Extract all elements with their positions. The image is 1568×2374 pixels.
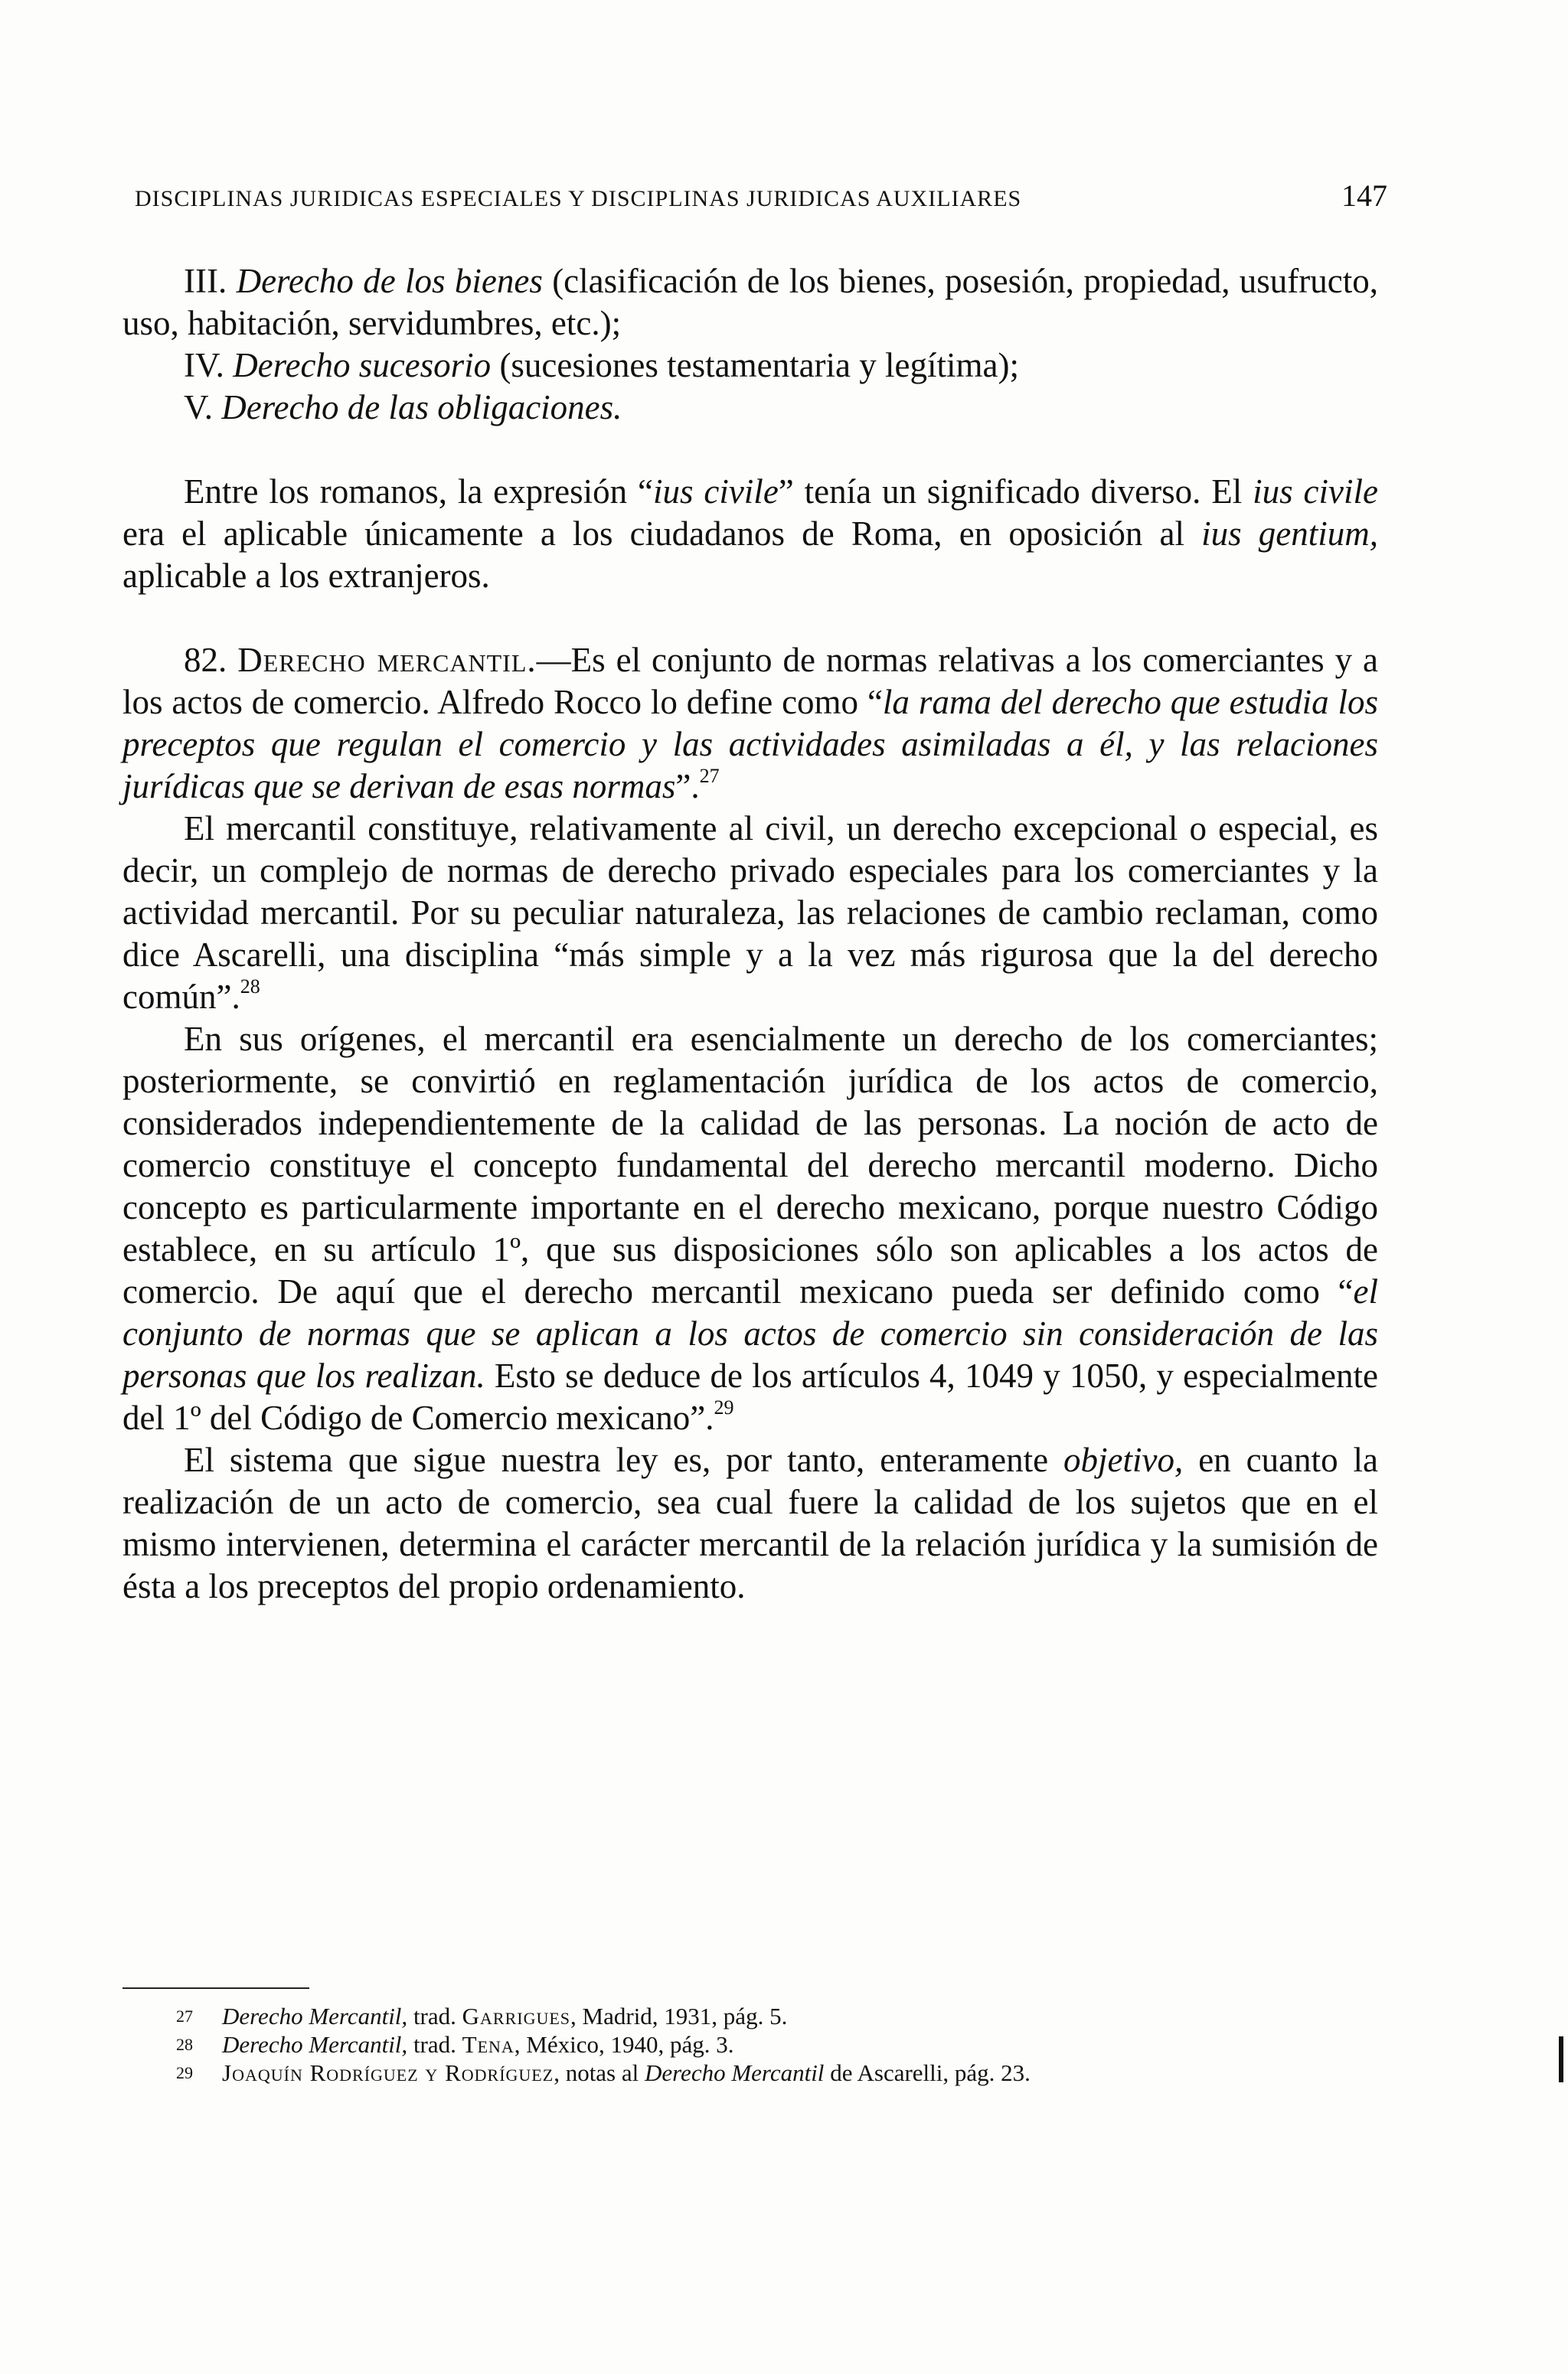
footnote-number: 29 bbox=[176, 2063, 193, 2082]
text-run: en cuanto la realización de un acto de comercio, sea cual fuere la calidad de los sujetos que en el mismo intervienen, determina el carácter mercantil de la relación jurídica y la sumisión de ésta a los preceptos del propio ordenamiento. bbox=[122, 1441, 1378, 1605]
rocco-quote: la rama del derecho que estudia los preceptos que regulan el comercio y las actividades asimiladas a él, y las relaciones jurídicas que se derivan de esas normas bbox=[122, 683, 1378, 805]
definition-quote: el conjunto de normas que se aplican a los actos de comercio sin consideración de las personas que los realizan. bbox=[122, 1272, 1378, 1395]
text-run: era el aplicable únicamente a los ciudadanos de Roma, en oposición al bbox=[122, 514, 1202, 553]
text-run: En sus orígenes, el mercantil era esencialmente un derecho de los comerciantes; posteriormente, se convirtió en reglamentación jurídica de los actos de comercio, considerados independientemente de la calidad de las personas. La noción de acto de comercio constituye el concepto fundamental del derecho mercantil moderno. Dicho concepto es particularmente importante en el derecho mexicano, porque nuestro Código establece, en su artículo 1º, que sus disposiciones sólo son aplicables a los actos de comercio. De aquí que el derecho mercantil mexicano pueda ser definido como “ bbox=[122, 1020, 1378, 1311]
text-run: aplicable a los extranjeros. bbox=[122, 557, 490, 595]
item-title: Derecho de las obligaciones. bbox=[221, 388, 622, 426]
text-run: , México, 1940, pág. 3. bbox=[514, 2031, 734, 2058]
paragraph-sistema bbox=[122, 1439, 1378, 1608]
text-run: El mercantil constituye, relativamente al civil, un derecho excepcional o especial, es decir, un complejo de normas de derecho privado especiales para los comerciantes y la actividad mercantil. Por su peculiar naturaleza, las relaciones de cambio reclaman, como dice Ascarelli, una disciplina “más simple y a la vez más rigurosa que la del derecho común”. bbox=[122, 809, 1378, 1016]
footnote-author: Joaquín Rodríguez y Rodríguez bbox=[222, 2059, 554, 2086]
footnote-author: Garrigues bbox=[462, 2003, 571, 2029]
page-header bbox=[135, 178, 1387, 217]
text-run: ”. bbox=[675, 767, 700, 805]
text-run: Entre los romanos, la expresión “ bbox=[184, 472, 653, 511]
list-item bbox=[122, 345, 1378, 387]
section-heading: Derecho mercantil. bbox=[237, 641, 537, 679]
footnote-author: Tena bbox=[462, 2031, 514, 2058]
footnote-28 bbox=[122, 2030, 1393, 2059]
item-text: (clasificación de los bienes, posesión, propiedad, usufructo, uso, habitación, servidumbres, etc.); bbox=[122, 262, 1378, 342]
section-number: 82. bbox=[184, 641, 227, 679]
emphasis: objetivo, bbox=[1063, 1441, 1184, 1479]
running-head: DISCIPLINAS JURIDICAS ESPECIALES Y DISCIPLINAS JURIDICAS AUXILIARES bbox=[135, 186, 1022, 211]
text-run: de Ascarelli, pág. 23. bbox=[824, 2059, 1031, 2086]
footnote-29 bbox=[122, 2059, 1393, 2087]
footnote-title: Derecho Mercantil, bbox=[222, 2003, 408, 2029]
paragraph-romans bbox=[122, 471, 1378, 597]
text-run: ” tenía un significado diverso. El bbox=[778, 472, 1253, 511]
footnote-ref-28: 28 bbox=[240, 975, 260, 998]
item-title: Derecho sucesorio bbox=[233, 346, 492, 384]
footnote-ref-27: 27 bbox=[699, 765, 720, 787]
page-number: 147 bbox=[1341, 178, 1387, 213]
footnote-number: 28 bbox=[176, 2035, 193, 2054]
text-run: trad. bbox=[407, 2031, 462, 2058]
text-run: , Madrid, 1931, pág. 5. bbox=[570, 2003, 788, 2029]
text-run: —Es el conjunto de normas relativas a los comerciantes y a los actos de comercio. Alfredo Rocco lo define como “ bbox=[122, 641, 1379, 721]
list-item bbox=[122, 387, 1378, 429]
item-text: (sucesiones testamentaria y legítima); bbox=[491, 346, 1019, 384]
footnote-ref-29: 29 bbox=[714, 1396, 734, 1419]
footnote-text bbox=[222, 2059, 1393, 2087]
footnote-divider bbox=[122, 1987, 309, 1989]
text-run: trad. bbox=[407, 2003, 462, 2029]
page-body bbox=[122, 260, 1378, 1608]
item-title: Derecho de los bienes bbox=[236, 262, 543, 300]
paragraph-excepcional bbox=[122, 808, 1378, 1018]
text-run: , notas al bbox=[554, 2059, 645, 2086]
item-number: III. bbox=[184, 262, 227, 300]
latin-term: ius civile bbox=[1253, 472, 1378, 511]
footnote-title: Derecho Mercantil, bbox=[222, 2031, 408, 2058]
footnote-27 bbox=[122, 2002, 1393, 2030]
text-run: El sistema que sigue nuestra ley es, por tanto, enteramente bbox=[184, 1441, 1064, 1479]
scan-edge-mark bbox=[1559, 2036, 1563, 2082]
footnote-text bbox=[222, 2030, 1393, 2059]
section-82-paragraph bbox=[122, 639, 1378, 808]
text-run: Esto se deduce de los artículos 4, 1049 y 1050, y especialmente del 1º del Código de Comercio mexicano”. bbox=[122, 1357, 1378, 1437]
footnotes bbox=[122, 2002, 1393, 2087]
item-number: V. bbox=[184, 388, 213, 426]
list-item bbox=[122, 260, 1378, 345]
item-number: IV. bbox=[184, 346, 224, 384]
paragraph-origenes bbox=[122, 1018, 1378, 1439]
footnote-text bbox=[222, 2002, 1393, 2030]
latin-term: ius gentium, bbox=[1201, 514, 1379, 553]
footnote-number: 27 bbox=[176, 2007, 193, 2026]
footnote-title: Derecho Mercantil bbox=[645, 2059, 825, 2086]
latin-term: ius civile bbox=[652, 472, 779, 511]
